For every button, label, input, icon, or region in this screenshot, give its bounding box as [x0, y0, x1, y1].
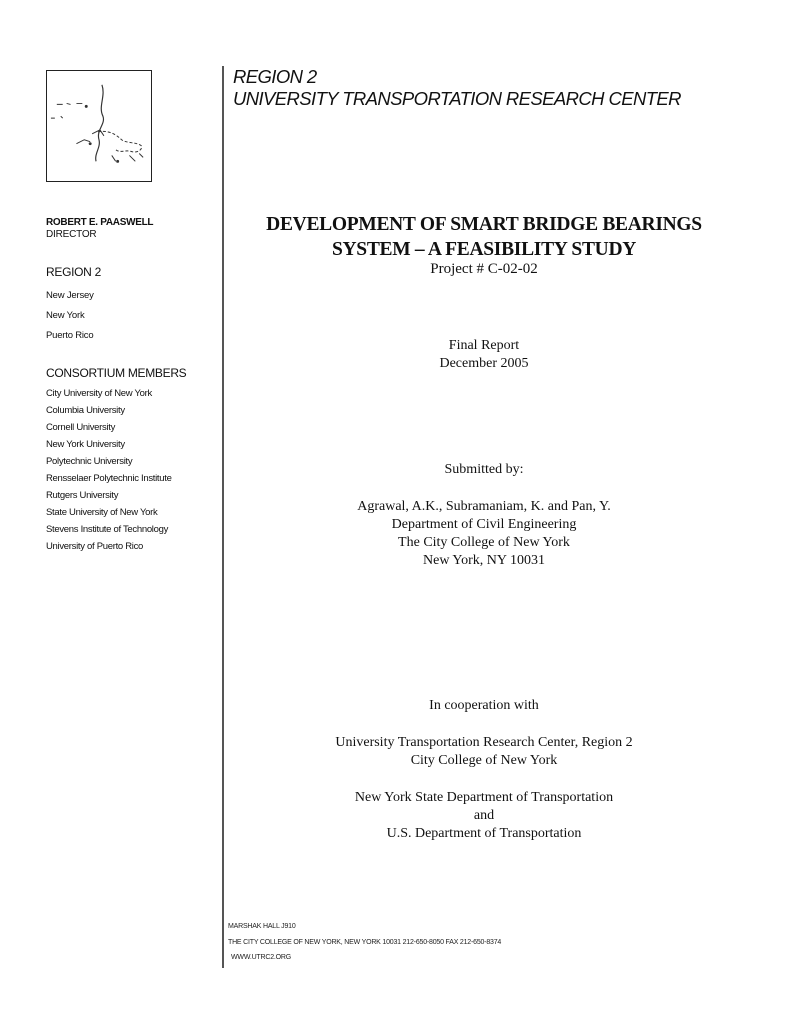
list-item: Rutgers University — [46, 490, 119, 501]
authors: Agrawal, A.K., Subramaniam, K. and Pan, Y. — [357, 499, 611, 514]
project-number: Project # C-02-02 — [430, 261, 538, 277]
report-title-line1: DEVELOPMENT OF SMART BRIDGE BEARINGS — [266, 214, 702, 235]
list-item: New York University — [46, 439, 125, 450]
cooperation-nysdot: New York State Department of Transportation — [354, 790, 614, 805]
footer-website: WWW.UTRC2.ORG — [231, 954, 292, 961]
list-item: Cornell University — [46, 422, 116, 433]
vertical-divider — [222, 66, 224, 968]
list-item: Columbia University — [46, 405, 125, 416]
report-title — [233, 212, 735, 262]
list-item: University of Puerto Rico — [46, 541, 144, 552]
report-date: December 2005 — [439, 356, 529, 371]
report-title-line2: SYSTEM – A FEASIBILITY STUDY — [331, 239, 637, 260]
footer-contact: THE CITY COLLEGE OF NEW YORK, NEW YORK 10031 212-650-8050 FAX 212-650-8374 — [228, 939, 502, 946]
list-item: Puerto Rico — [46, 330, 94, 341]
college: The City College of New York — [398, 535, 570, 550]
list-item: State University of New York — [46, 507, 158, 518]
cooperation-and: and — [473, 808, 495, 823]
list-item: City University of New York — [46, 388, 152, 399]
department: Department of Civil Engineering — [391, 517, 577, 532]
director-title: DIRECTOR — [46, 229, 97, 240]
region-heading: REGION 2 — [46, 265, 101, 279]
consortium-heading: CONSORTIUM MEMBERS — [46, 366, 187, 380]
header-center-name: UNIVERSITY TRANSPORTATION RESEARCH CENTER — [233, 88, 681, 109]
cooperation-ccny: City College of New York — [410, 753, 558, 768]
region-states-list — [46, 286, 94, 346]
center-header — [233, 66, 681, 110]
list-item: New Jersey — [46, 290, 94, 301]
footer-building: MARSHAK HALL J910 — [228, 923, 296, 930]
cooperation-utrc: University Transportation Research Center, Region 2 — [335, 735, 633, 750]
list-item: Stevens Institute of Technology — [46, 524, 169, 535]
submitted-by-label: Submitted by: — [444, 462, 524, 477]
consortium-members-list — [46, 385, 172, 555]
cooperation-usdot: U.S. Department of Transportation — [386, 826, 582, 841]
map-sketch-icon — [47, 71, 151, 181]
header-region: REGION 2 — [233, 66, 317, 87]
region-map-logo — [46, 70, 152, 182]
list-item: New York — [46, 310, 85, 321]
director-name: ROBERT E. PAASWELL — [46, 217, 154, 228]
list-item: Polytechnic University — [46, 456, 133, 467]
report-type: Final Report — [448, 338, 520, 353]
list-item: Rensselaer Polytechnic Institute — [46, 473, 172, 484]
cooperation-label: In cooperation with — [429, 698, 539, 713]
address: New York, NY 10031 — [423, 553, 545, 568]
